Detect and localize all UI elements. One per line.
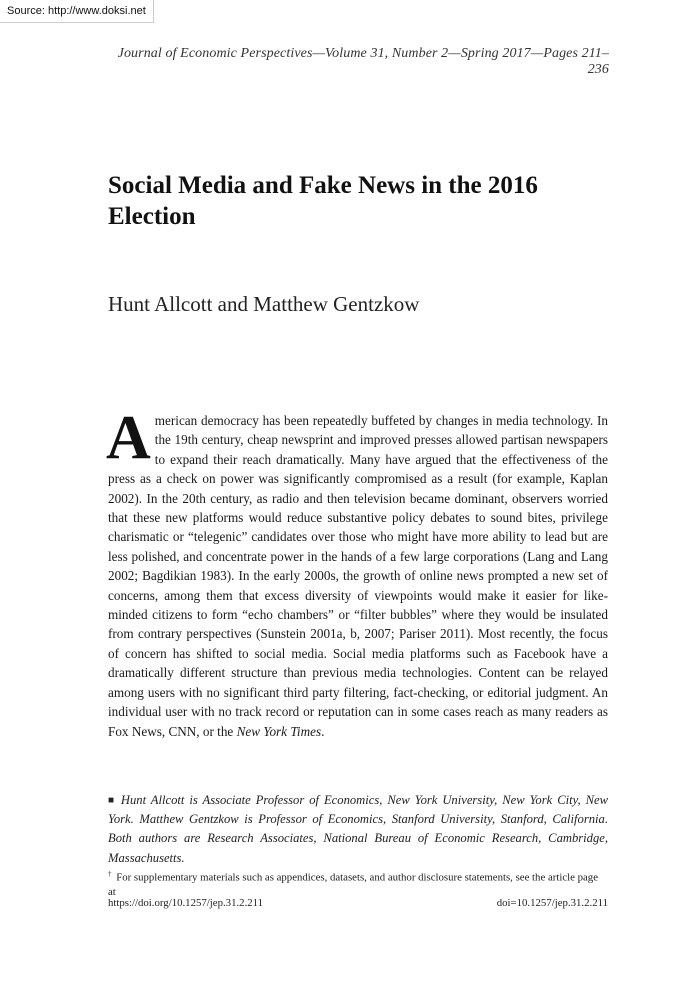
body-text-italic: New York Times (236, 723, 322, 739)
footnote-text: For supplementary materials such as appendices, datasets, and author disclosure statements, see the article page at (108, 871, 598, 898)
author-note-text: Hunt Allcott is Associate Professor of Economics, New York University, New York City, New York. Matthew Gentzkow is Professor of Economics, Stanford University, Stanford, California. Both authors are Research Associates, National Bureau of Economic Research, Cambridge, Massachusetts. (108, 793, 608, 865)
article-authors: Hunt Allcott and Matthew Gentzkow (108, 292, 420, 316)
drop-cap: A (106, 404, 151, 472)
dagger-marker: † (108, 870, 112, 878)
source-watermark: Source: http://www.doksi.net (0, 0, 154, 23)
supplementary-footnote (108, 867, 608, 899)
body-text-end: . (321, 723, 325, 739)
doi-label: doi=10.1257/jep.31.2.211 (496, 897, 608, 909)
article-title: Social Media and Fake News in the 2016 Election (108, 172, 538, 230)
article-url-link[interactable]: https://doi.org/10.1257/jep.31.2.211 (108, 897, 264, 909)
author-affiliation-note (108, 791, 608, 868)
body-text-main: merican democracy has been repeatedly buffeted by changes in media technology. In the 19th century, cheap newsprint and improved presses allowed partisan newspapers to expand their reach dramatically. Many have argued that the effectiveness of the press as a check on power was significantly compromised as a result (for example, Kaplan 2002). In the 20th century, as radio and then television became dominant, observers worried that these new platforms would reduce substantive policy debates to sound bites, privilege charismatic or “telegenic” candidates over those who might have more ability to lead but are less polished, and concentrate power in the hands of a few large corporations (Lang and Lang 2002; Bagdikian 1983). In the early 2000s, the growth of online news prompted a new set of concerns, among them that excess diversity of viewpoints would make it easier for like-minded citizens to form “echo chambers” or “filter bubbles” where they would be insulated from contrary perspectives (Sunstein 2001a, b, 2007; Pariser 2011). Most recently, the focus of concern has shifted to social media. Social media platforms such as Facebook have a dramatically different structure than previous media technologies. Content can be relayed among users with no significant third party filtering, fact-checking, or editorial judgment. An individual user with no track record or reputation can in some cases reach as many readers as Fox News, CNN, or the (108, 413, 608, 739)
article-body-paragraph (106, 404, 608, 741)
journal-running-head: Journal of Economic Perspectives—Volume 31, Number 2—Spring 2017—Pages 211–236 (117, 46, 609, 77)
doi-row (108, 897, 608, 909)
square-bullet-icon: ■ (108, 795, 116, 806)
